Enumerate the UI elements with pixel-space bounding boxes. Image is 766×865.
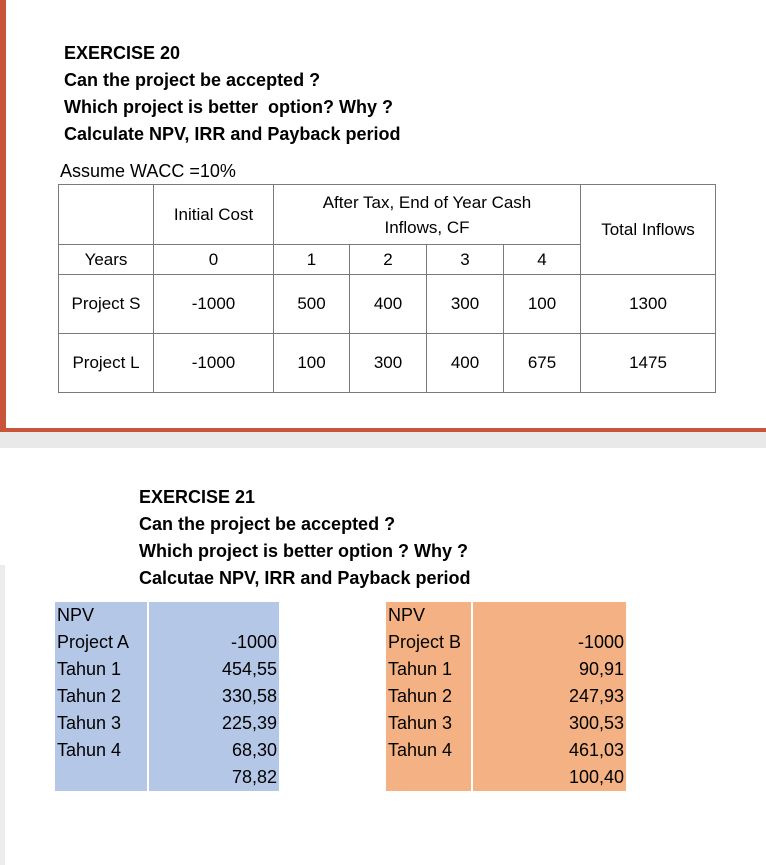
header-total-inflows: Total Inflows — [581, 185, 716, 275]
npv-row-label: Tahun 1 — [55, 656, 148, 683]
cf-year-2: 400 — [350, 275, 427, 334]
npv-row-label: Tahun 3 — [55, 710, 148, 737]
npv-row-value: 300,53 — [568, 713, 624, 733]
npv-row-label — [386, 764, 472, 791]
npv-row-label — [55, 764, 148, 791]
total-inflows-value: 1475 — [581, 334, 716, 393]
cf-year-3: 300 — [427, 275, 504, 334]
header-after-tax-cf: After Tax, End of Year Cash Inflows, CF — [274, 185, 581, 245]
table-row — [55, 683, 279, 710]
table-row — [55, 656, 279, 683]
cf-year-1: 100 — [274, 334, 350, 393]
year-4: 4 — [504, 245, 581, 275]
npv-row-label: Tahun 1 — [386, 656, 472, 683]
wacc-assumption: Assume WACC =10% — [60, 161, 236, 181]
year-0: 0 — [154, 245, 274, 275]
initial-cost-value: -1000 — [154, 275, 274, 334]
table-row — [55, 764, 279, 791]
table-row — [386, 602, 626, 629]
exercise-21-question-1: Can the project be accepted ? — [139, 514, 396, 534]
project-name: Project S — [59, 275, 154, 334]
npv-total-value: 78,82 — [231, 767, 277, 787]
cf-year-4: 675 — [504, 334, 581, 393]
table-row — [386, 656, 626, 683]
npv-header-empty — [472, 602, 626, 629]
exercise-20-title: EXERCISE 20 — [64, 43, 181, 63]
table-row — [386, 764, 626, 791]
npv-row-value: 90,91 — [578, 659, 624, 679]
table-row — [59, 275, 716, 334]
slide-border-left — [0, 0, 6, 432]
exercise-21-heading — [139, 484, 470, 592]
npv-row-label: Project B — [386, 629, 472, 656]
header-initial-cost: Initial Cost — [154, 185, 274, 245]
exercise-20-heading — [64, 40, 400, 148]
table-row — [55, 710, 279, 737]
table-row — [55, 602, 279, 629]
npv-table-project-b — [386, 602, 626, 791]
exercise-20-question-1: Can the project be accepted ? — [64, 70, 321, 90]
table-row — [386, 737, 626, 764]
table-row — [386, 683, 626, 710]
exercise-20-question-3: Calculate NPV, IRR and Payback period — [64, 124, 401, 144]
cf-year-4: 100 — [504, 275, 581, 334]
npv-row-value: 461,03 — [568, 740, 624, 760]
table-row — [55, 737, 279, 764]
npv-row-value: 454,55 — [221, 659, 277, 679]
header-empty-cell — [59, 185, 154, 245]
exercise-21-question-2: Which project is better option ? Why ? — [139, 541, 468, 561]
cash-flow-table — [58, 184, 716, 393]
npv-row-label: Tahun 4 — [55, 737, 148, 764]
total-inflows-value: 1300 — [581, 275, 716, 334]
slide-separator — [0, 432, 766, 448]
initial-cost-value: -1000 — [154, 334, 274, 393]
exercise-21-title: EXERCISE 21 — [139, 487, 256, 507]
table-row — [386, 710, 626, 737]
npv-row-value: -1000 — [577, 632, 624, 652]
npv-row-value: -1000 — [230, 632, 277, 652]
table-row — [55, 629, 279, 656]
npv-row-value: 330,58 — [221, 686, 277, 706]
slide-edge — [0, 565, 5, 865]
exercise-21-question-3: Calcutae NPV, IRR and Payback period — [139, 568, 471, 588]
npv-header: NPV — [386, 602, 472, 629]
table-row — [386, 629, 626, 656]
table-row — [59, 334, 716, 393]
exercise-20-question-2: Which project is better option? Why ? — [64, 97, 393, 117]
years-label: Years — [59, 245, 154, 275]
year-1: 1 — [274, 245, 350, 275]
npv-row-value: 247,93 — [568, 686, 624, 706]
year-3: 3 — [427, 245, 504, 275]
project-name: Project L — [59, 334, 154, 393]
npv-row-label: Project A — [55, 629, 148, 656]
npv-row-label: Tahun 2 — [55, 683, 148, 710]
npv-row-label: Tahun 4 — [386, 737, 472, 764]
npv-header: NPV — [55, 602, 148, 629]
year-2: 2 — [350, 245, 427, 275]
cf-year-1: 500 — [274, 275, 350, 334]
cf-year-3: 400 — [427, 334, 504, 393]
npv-row-label: Tahun 2 — [386, 683, 472, 710]
npv-row-label: Tahun 3 — [386, 710, 472, 737]
cf-year-2: 300 — [350, 334, 427, 393]
npv-row-value: 68,30 — [231, 740, 277, 760]
npv-header-empty — [148, 602, 279, 629]
npv-row-value: 225,39 — [221, 713, 277, 733]
npv-total-value: 100,40 — [568, 767, 624, 787]
npv-table-project-a — [55, 602, 279, 791]
